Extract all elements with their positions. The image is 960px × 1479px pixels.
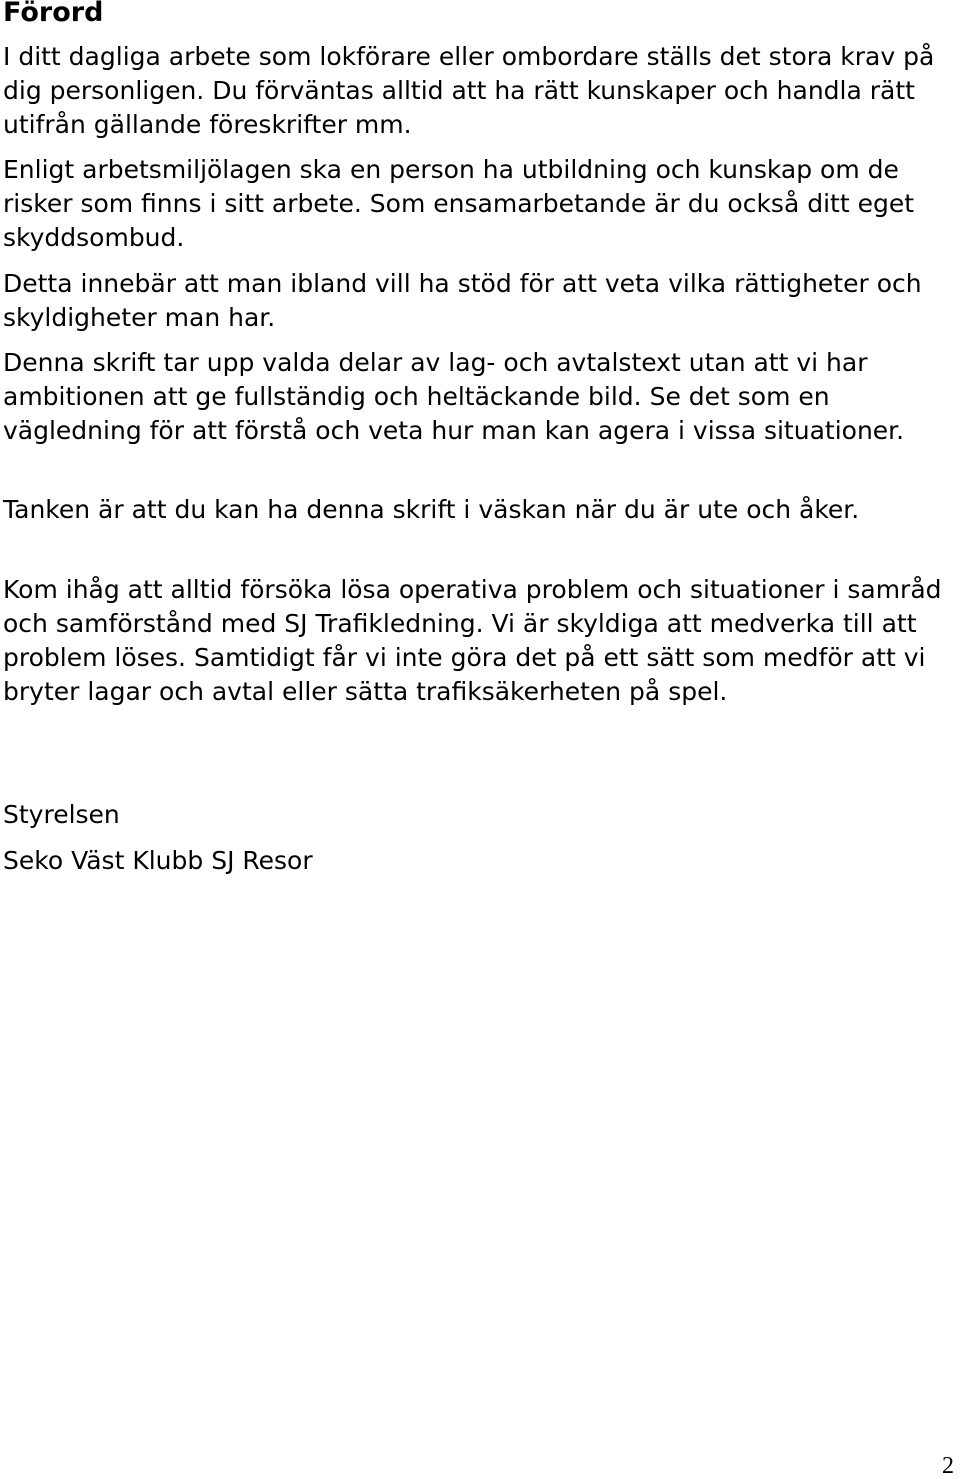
paragraph-2: Enligt arbetsmiljölagen ska en person ha utbildning och kunskap om de risker som finns i sitt arbete. Som ensamarbetande är du också ditt eget skyddsombud. [3, 155, 915, 252]
paragraph-6: Kom ihåg att alltid försöka lösa operativa problem och situationer i samråd och samförstånd med SJ Trafikledning. Vi är skyldiga att medverka till att problem löses. Samtidigt får vi inte göra det på ett sätt som medför att vi bryter lagar och avtal eller sätta trafiksäkerheten på spel. [3, 575, 942, 706]
signature-organization: Seko Väst Klubb SJ Resor [3, 846, 313, 875]
paragraph-5: Tanken är att du kan ha denna skrift i väskan när du är ute och åker. [3, 495, 860, 524]
paragraph-4: Denna skrift tar upp valda delar av lag- och avtalstext utan att vi har ambitionen att ge fullständig och heltäckande bild. Se det som en vägledning för att förstå och veta hur man kan agera i vissa situationer. [3, 348, 905, 445]
signature-group: Styrelsen [3, 800, 120, 829]
paragraph-3: Detta innebär att man ibland vill ha stöd för att veta vilka rättigheter och skyldigheter man har. [3, 269, 922, 332]
paragraph-1: I ditt dagliga arbete som lokförare eller ombordare ställs det stora krav på dig personligen. Du förväntas alltid att ha rätt kunskaper och handla rätt utifrån gällande föreskrifter mm. [3, 42, 935, 139]
page-title: Förord [3, 0, 104, 28]
document-page [3, 0, 955, 875]
page-number: 2 [942, 1453, 954, 1479]
